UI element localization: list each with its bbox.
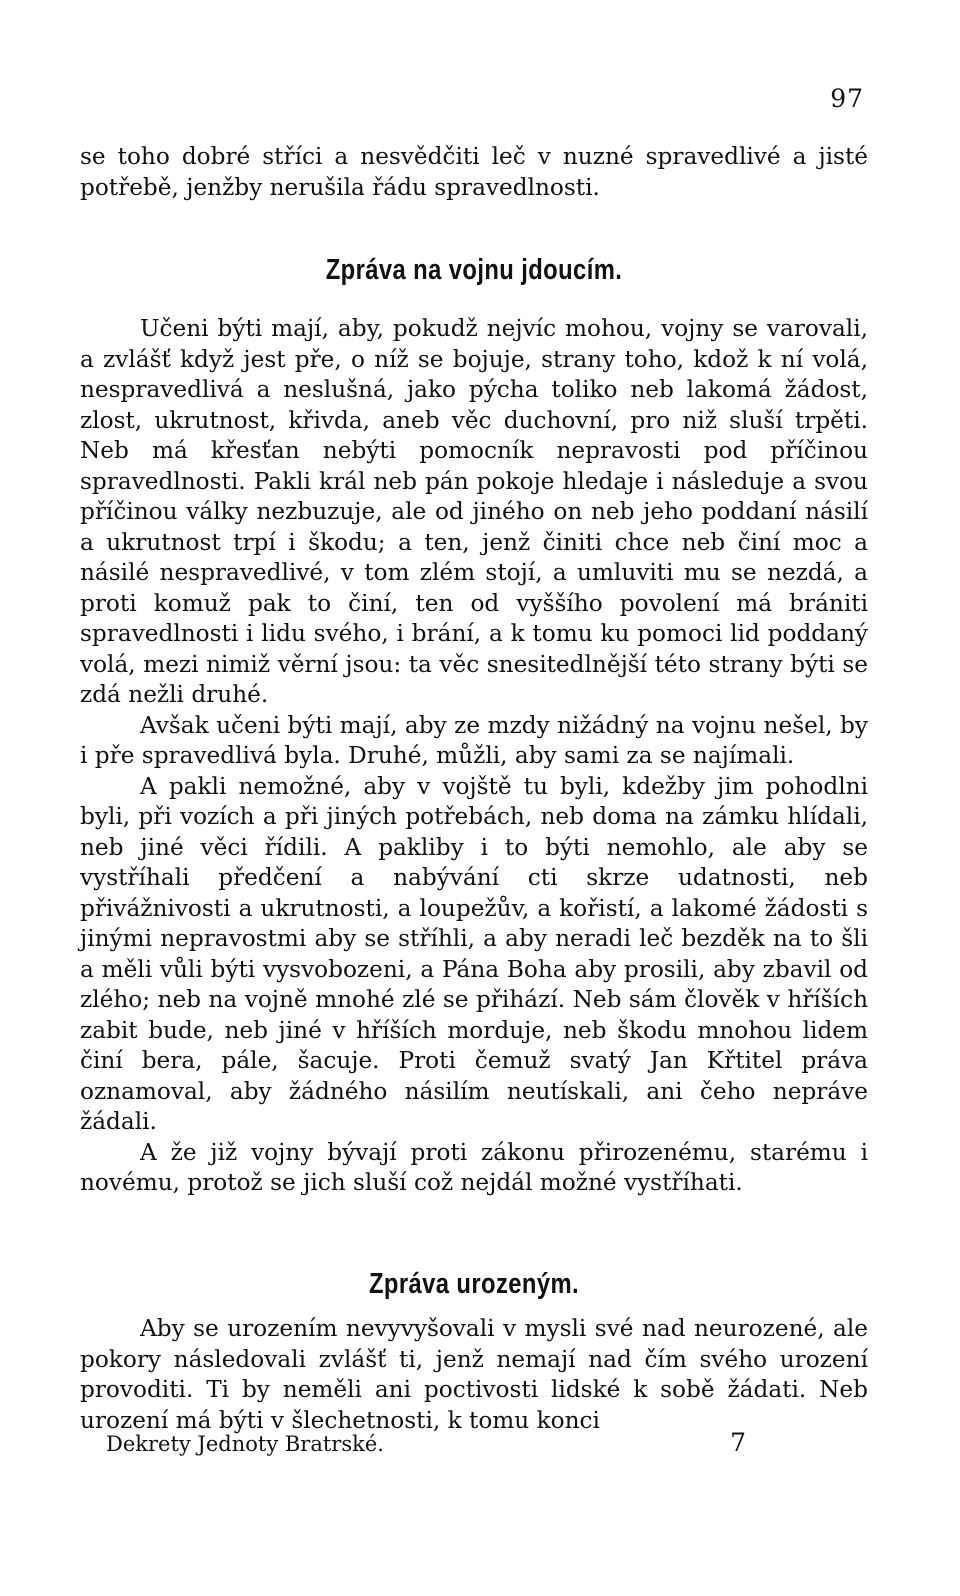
section-heading-nobles: Zpráva urozeným. xyxy=(368,1268,580,1300)
paragraph: Avšak učeni býti mají, aby ze mzdy nižádný na vojnu nešel, by i pře spravedlivá byla. Druhé, můžli, aby sami za se najímali. xyxy=(80,711,868,769)
source-title: Dekrety Jednoty Bratrské. xyxy=(106,1432,384,1456)
paragraph: A že již vojny bývají proti zákonu přirozenému, starému i novému, protož se jich sluší což nejdál možné vystříhati. xyxy=(80,1138,868,1196)
page-number: 97 xyxy=(830,84,864,113)
section-body-nobles xyxy=(80,1314,868,1436)
section-heading-war: Zpráva na vojnu jdoucím. xyxy=(325,254,623,286)
intro-paragraph xyxy=(80,142,868,203)
signature-mark: 7 xyxy=(730,1428,746,1457)
intro-text: se toho dobré stříci a nesvědčiti leč v nuzné spravedlivé a jisté potřebě, jenžby nerušila řádu spravedlnosti. xyxy=(80,143,868,201)
paragraph: Učeni býti mají, aby, pokudž nejvíc mohou, vojny se varovali, a zvlášť když jest pře, o níž se bojuje, strany toho, kdož k ní volá, nespravedlivá a neslušná, jako pýcha toliko neb lakomá žádost, zlost, ukrutnost, křivda, aneb věc duchovní, pro niž sluší trpěti. Neb má křesťan nebýti pomocník nepravosti pod příčinou spravedlnosti. Pakli král neb pán pokoje hledaje i následuje a svou příčinou války nezbuzuje, ale od jiného on neb jeho poddaní násilí a ukrutnost trpí i škodu; a ten, jenž činiti chce neb činí moc a násilé nespravedlivé, v tom zlém stojí, a umluviti mu se nezdá, a proti komuž pak to činí, ten od vyššího povolení má brániti spravedlnosti i lidu svého, i brání, a k tomu ku pomoci lid poddaný volá, mezi nimiž věrní jsou: ta věc snesitedlnější této strany býti se zdá nežli druhé. xyxy=(80,315,868,708)
page-footer xyxy=(106,1428,746,1457)
paragraph: Aby se urozením nevyvyšovali v mysli své nad neurozené, ale pokory následovali zvlášť ti, jenž nemají nad čím svého urození provoditi. Ti by neměli ani poctivosti lidské k sobě žádati. Neb urození má býti v šlechetnosti, k tomu konci xyxy=(80,1315,868,1434)
section-body-war xyxy=(80,314,868,1199)
paragraph: A pakli nemožné, aby v vojště tu byli, kdežby jim pohodlni byli, při vozích a při jiných potřebách, neb doma na zámku hlídali, neb jiné věci řídili. A pakliby i to býti nemohlo, ale aby se vystříhali předčení a nabývání cti skrze udatnosti, neb přivážnivosti a ukrutnosti, a loupežův, a kořistí, a lakomé žádosti s jinými nepravostmi aby se stříhli, a aby neradi leč bezděk na to šli a měli vůli býti vysvobozeni, a Pána Boha aby prosili, aby zbavil od zlého; neb na vojně mnohé zlé se přihází. Neb sám člověk v hříších zabit bude, neb jiné v hříších morduje, neb škodu mnohou lidem činí bera, pále, šacuje. Proti čemuž svatý Jan Křtitel práva oznamoval, aby žádného násilím neutískali, ani čeho nepráve žádali. xyxy=(80,772,868,1135)
